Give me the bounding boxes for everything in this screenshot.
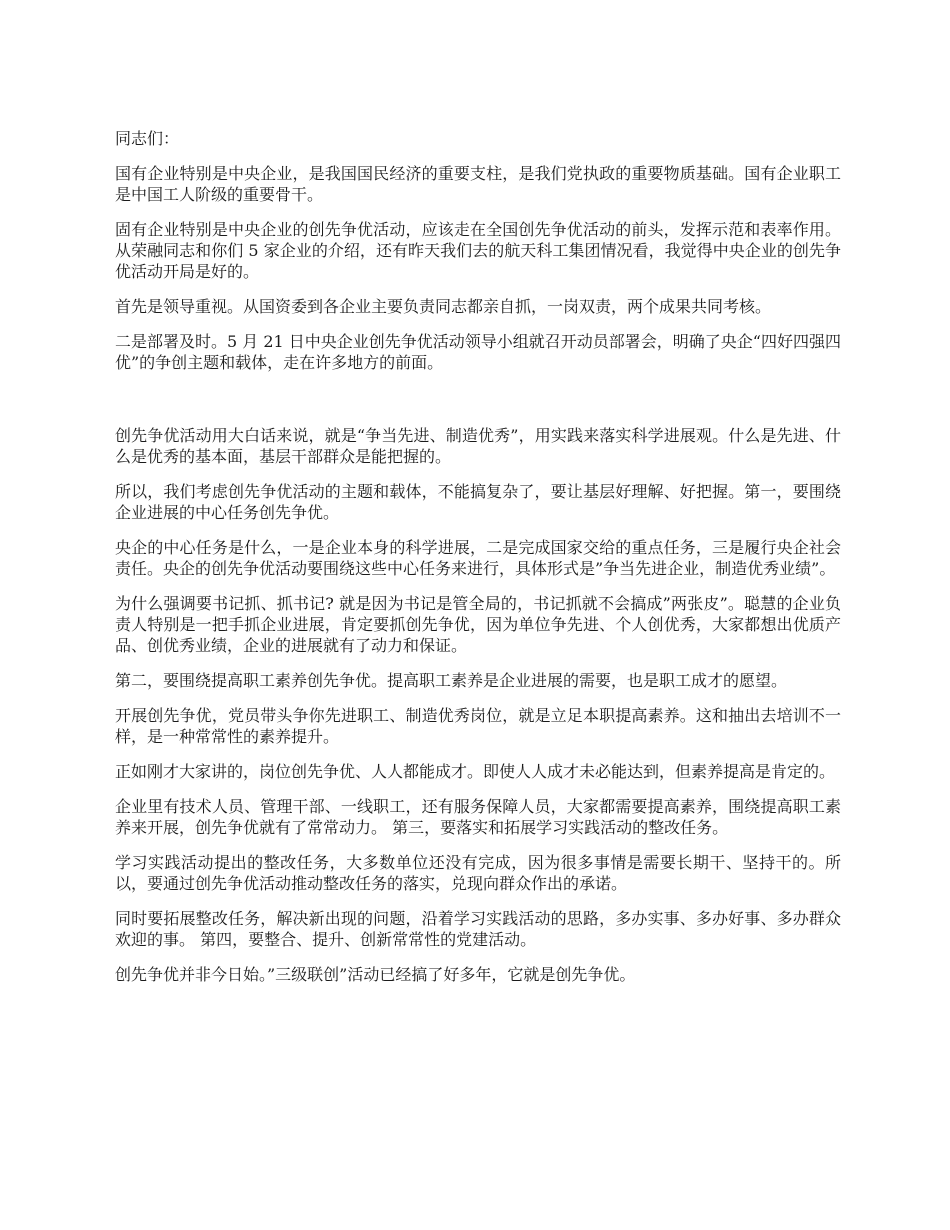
salutation: 同志们： bbox=[115, 129, 180, 148]
paragraph: 创先争优活动用大白话来说，就是“争当先进、制造优秀”，用实践来落实科学进展观。什么是先进、什么是优秀的基本面，基层干部群众是能把握的。 bbox=[115, 426, 841, 466]
paragraph: 企业里有技术人员、管理干部、一线职工，还有服务保障人员，大家都需要提高素养，围绕提高职工素养来开展，创先争优就有了常常动力。 第三，要落实和拓展学习实践活动的整改任务。 bbox=[115, 797, 841, 837]
paragraph: 第二，要围绕提高职工素养创先争优。提高职工素养是企业进展的需要，也是职工成才的愿望。 bbox=[115, 671, 788, 690]
paragraph: 学习实践活动提出的整改任务，大多数单位还没有完成，因为很多事情是需要长期干、坚持干的。所以，要通过创先争优活动推动整改任务的落实，兑现向群众作出的承诺。 bbox=[115, 853, 841, 893]
paragraph: 国有企业特别是中央企业，是我国国民经济的重要支柱，是我们党执政的重要物质基础。国有企业职工是中国工人阶级的重要骨干。 bbox=[115, 164, 841, 204]
paragraph: 开展创先争优，党员带头争你先进职工、制造优秀岗位，就是立足本职提高素养。这和抽出去培训不一样，是一种常常性的素养提升。 bbox=[115, 706, 841, 746]
paragraph: 所以，我们考虑创先争优活动的主题和载体，不能搞复杂了，要让基层好理解、好把握。第一，要围绕企业进展的中心任务创先争优。 bbox=[115, 482, 841, 522]
paragraph: 为什么强调要书记抓、抓书记? 就是因为书记是管全局的，书记抓就不会搞成”两张皮”。聪慧的企业负责人特别是一把手抓企业进展，肯定要抓创先争优，因为单位争先进、个人创优秀，大家都想出优质产品、创优秀业绩，企业的进展就有了动力和保证。 bbox=[115, 594, 841, 655]
document-body bbox=[115, 128, 841, 999]
paragraph: 同时要拓展整改任务，解决新出现的问题，沿着学习实践活动的思路，多办实事、多办好事、多办群众欢迎的事。 第四，要整合、提升、创新常常性的党建活动。 bbox=[115, 909, 841, 949]
paragraph: 固有企业特别是中央企业的创先争优活动，应该走在全国创先争优活动的前头，发挥示范和表率作用。从荣融同志和你们 5 家企业的介绍，还有昨天我们去的航天科工集团情况看，我觉得中央企业的创先争优活动开局是好的。 bbox=[115, 220, 841, 281]
paragraph: 二是部署及时。5 月 21 日中央企业创先争优活动领导小组就召开动员部署会，明确了央企“四好四强四优”的争创主题和载体，走在许多地方的前面。 bbox=[115, 332, 841, 372]
paragraph: 央企的中心任务是什么，一是企业本身的科学进展，二是完成国家交给的重点任务，三是履行央企社会责任。央企的创先争优活动要围绕这些中心任务来进行，具体形式是”争当先进企业，制造优秀业绩”。 bbox=[115, 538, 841, 578]
paragraph: 首先是领导重视。从国资委到各企业主要负责同志都亲自抓，一岗双责，两个成果共同考核。 bbox=[115, 297, 772, 316]
paragraph: 正如刚才大家讲的，岗位创先争优、人人都能成才。即使人人成才未必能达到，但素养提高是肯定的。 bbox=[115, 762, 836, 781]
section-spacer bbox=[115, 387, 841, 425]
paragraph: 创先争优并非今日始。”三级联创”活动已经搞了好多年，它就是创先争优。 bbox=[115, 965, 636, 984]
